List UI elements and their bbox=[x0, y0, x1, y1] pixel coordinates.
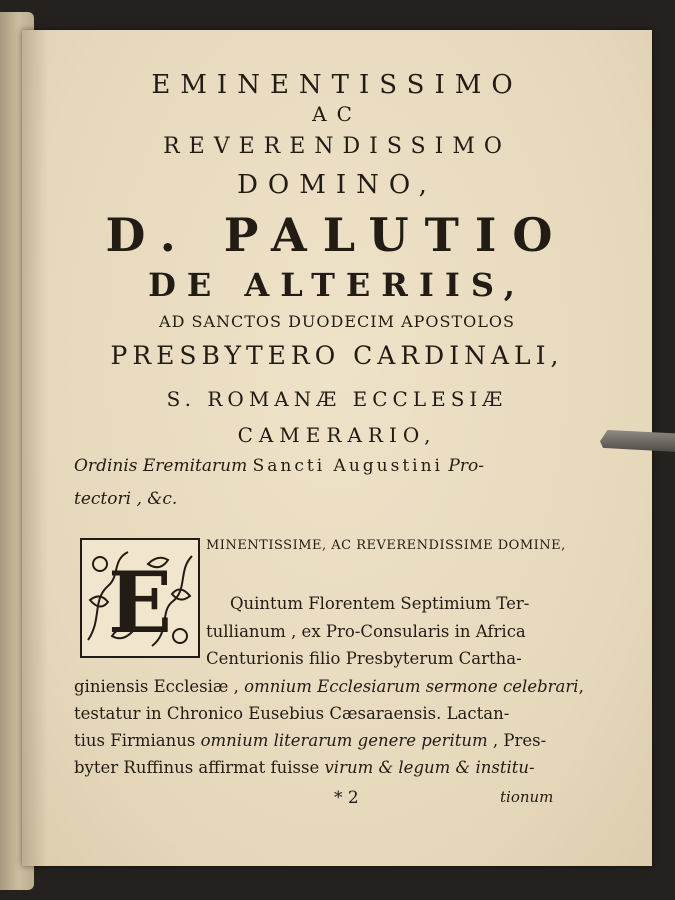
saint-name: Sancti Augustini bbox=[252, 456, 443, 476]
title-line-7: AD SANCTOS DUODECIM APOSTOLOS bbox=[159, 312, 515, 331]
initial-letter: E bbox=[107, 553, 173, 652]
signature-mark: * 2 bbox=[334, 788, 359, 808]
title-line-11 bbox=[74, 456, 484, 476]
body-line-1: Quintum Florentem Septimium Ter- bbox=[230, 594, 530, 613]
title-line-2: AC bbox=[312, 102, 362, 126]
book-page bbox=[22, 30, 652, 866]
title-line-1: EMINENTISSIMO bbox=[151, 70, 523, 100]
body-line-4: giniensis Ecclesiæ , omnium Ecclesiarum sermone celebrari, bbox=[74, 677, 584, 696]
title-line-6: DE ALTERIIS, bbox=[148, 266, 526, 304]
title-line-10: CAMERARIO, bbox=[237, 423, 437, 447]
body-line-2: tullianum , ex Pro-Consularis in Africa bbox=[206, 622, 526, 641]
title-line-9: S. ROMANÆ ECCLESIÆ bbox=[166, 387, 508, 411]
body-line-3: Centurionis filio Presbyterum Cartha- bbox=[206, 649, 522, 668]
catchword: tionum bbox=[500, 788, 554, 806]
body-line-6: tius Firmianus omnium literarum genere peritum , Pres- bbox=[74, 731, 547, 750]
order-name: Ordinis Eremitarum bbox=[74, 456, 248, 476]
title-line-5: D. PALUTIO bbox=[105, 208, 569, 262]
salutation: MINENTISSIME, AC REVERENDISSIME DOMINE, bbox=[206, 538, 566, 553]
body-line-5: testatur in Chronico Eusebius Cæsaraensis. Lactan- bbox=[74, 704, 510, 723]
foliage-ornament-icon bbox=[82, 540, 198, 656]
decorated-initial bbox=[80, 538, 200, 658]
title-line-8: PRESBYTERO CARDINALI, bbox=[110, 341, 564, 370]
title-line-4: DOMINO, bbox=[237, 170, 437, 200]
title-line-3: REVERENDISSIMO bbox=[163, 134, 511, 159]
body-line-7: byter Ruffinus affirmat fuisse virum & legum & institu- bbox=[74, 758, 535, 777]
protector-start: Pro- bbox=[448, 456, 484, 476]
title-line-12: tectori , &c. bbox=[74, 489, 178, 509]
